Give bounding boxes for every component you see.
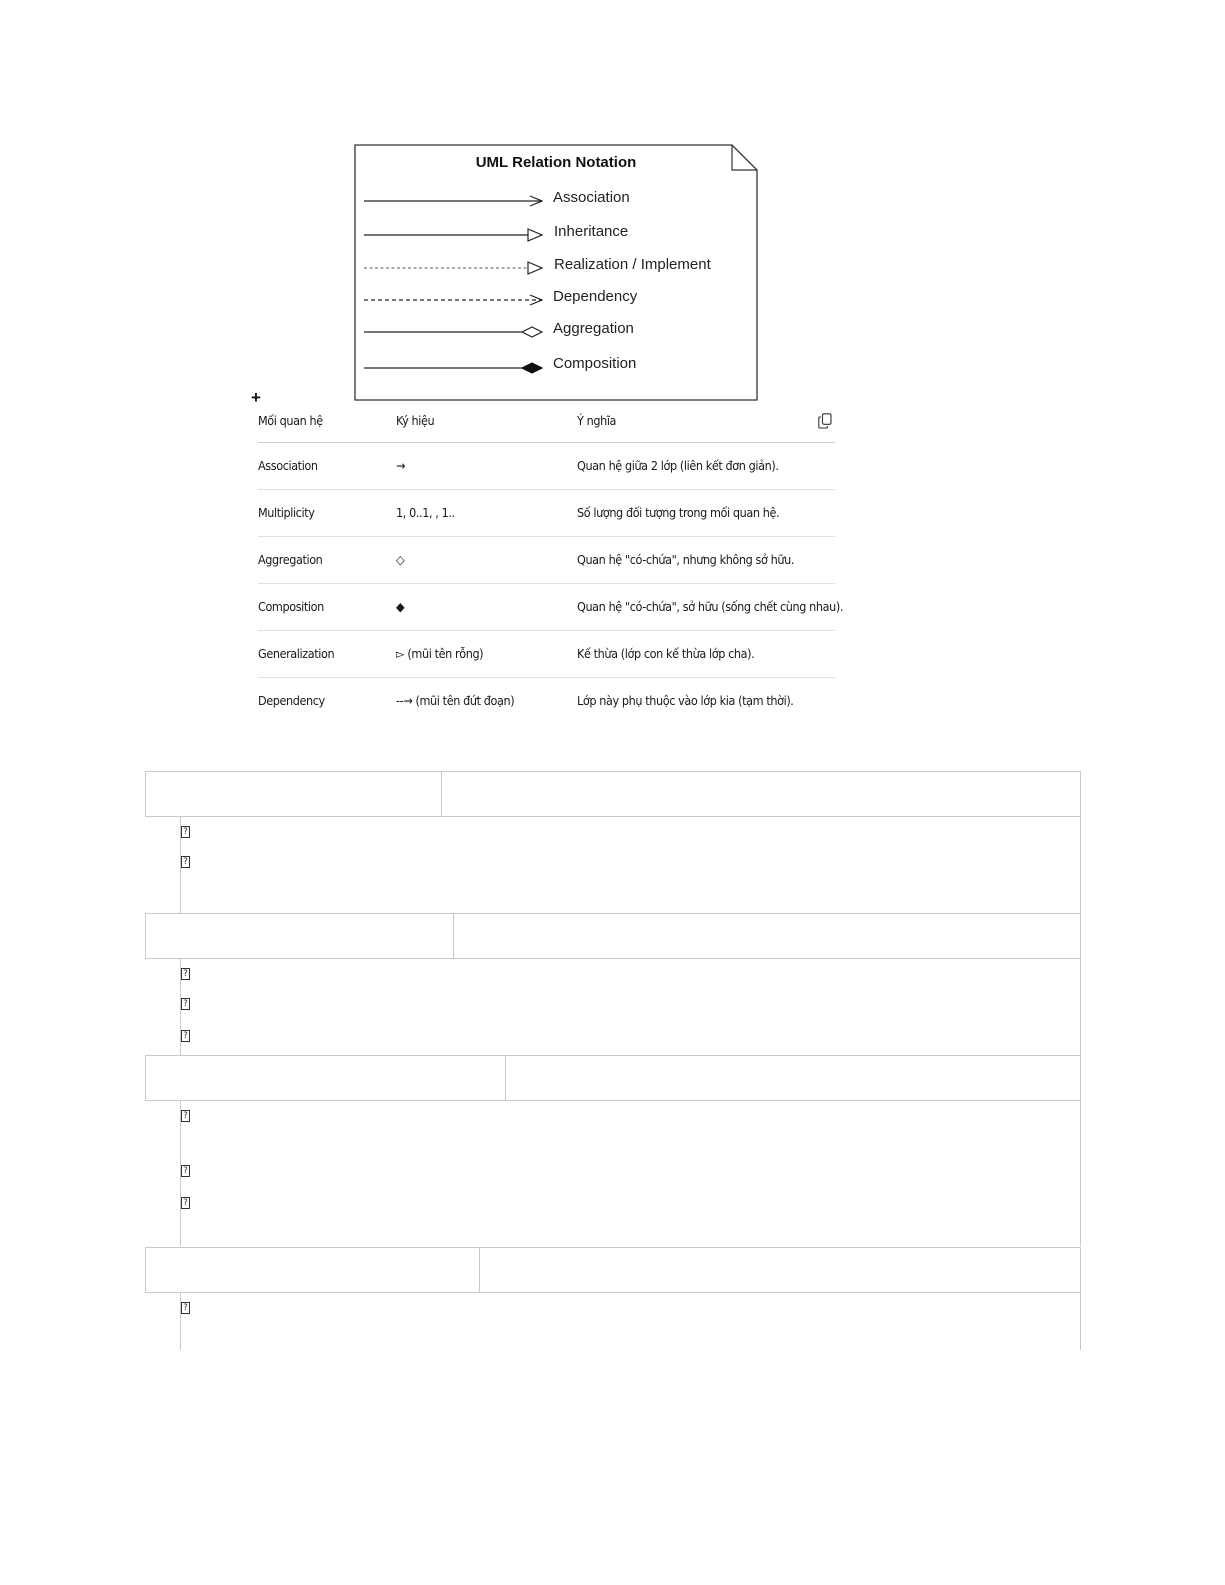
relation-label-composition: Composition: [553, 355, 637, 372]
missing-glyph-icon: ?: [181, 1302, 190, 1314]
row-relation: Generalization: [258, 646, 335, 661]
missing-glyph-icon: ?: [181, 968, 190, 980]
table-row: [258, 490, 835, 537]
block-body: [180, 817, 1081, 913]
row-meaning: Lớp này phụ thuộc vào lớp kia (tạm thời).: [577, 693, 794, 708]
header-meaning: Ý nghĩa: [577, 413, 617, 428]
block-header: [145, 771, 1081, 817]
row-meaning: Quan hệ giữa 2 lớp (liên kết đơn giản).: [577, 458, 779, 473]
plus-glyph: +: [251, 388, 261, 407]
missing-glyph-icon: ?: [181, 1110, 190, 1122]
outline-block: [145, 1055, 1081, 1246]
row-meaning: Quan hệ "có-chứa", sở hữu (sống chết cùng nhau).: [577, 599, 843, 614]
block-header: [145, 913, 1081, 959]
block-body: [180, 1101, 1081, 1246]
table-row: [258, 584, 843, 631]
block-header: [145, 1247, 1081, 1293]
outline-block: [145, 913, 1081, 1055]
row-symbol: ◇: [396, 552, 405, 567]
row-symbol: ◆: [396, 599, 405, 614]
row-symbol: →: [396, 458, 406, 473]
table-row: [258, 678, 835, 724]
outline-block: [145, 771, 1081, 913]
relation-label-realization: Realization / Implement: [554, 256, 711, 273]
relation-label-aggregation: Aggregation: [553, 320, 634, 337]
outline-block: [145, 1247, 1081, 1350]
block-body: [180, 1293, 1081, 1350]
missing-glyph-icon: ?: [181, 826, 190, 838]
row-relation: Composition: [258, 599, 324, 614]
row-relation: Dependency: [258, 693, 325, 708]
relation-label-dependency: Dependency: [553, 288, 638, 305]
row-symbol: ▻ (mũi tên rỗng): [396, 646, 484, 661]
uml-note-title: UML Relation Notation: [475, 154, 637, 171]
row-meaning: Quan hệ "có-chứa", nhưng không sở hữu.: [577, 552, 795, 567]
row-relation: Aggregation: [258, 552, 323, 567]
uml-relation-note: [354, 144, 758, 401]
row-symbol: 1, 0..1, , 1..: [396, 505, 455, 520]
row-symbol: --→ (mũi tên đứt đoạn): [396, 693, 515, 708]
header-symbol: Ký hiệu: [396, 413, 435, 428]
block-header: [145, 1055, 1081, 1101]
missing-glyph-icon: ?: [181, 1165, 190, 1177]
block-body: [180, 959, 1081, 1055]
missing-glyph-icon: ?: [181, 856, 190, 868]
missing-glyph-icon: ?: [181, 998, 190, 1010]
table-row: [258, 537, 835, 584]
table-row: [258, 631, 835, 678]
row-relation: Association: [258, 458, 318, 473]
table-row: [258, 443, 835, 490]
relation-label-association: Association: [553, 189, 630, 206]
missing-glyph-icon: ?: [181, 1197, 190, 1209]
missing-glyph-icon: ?: [181, 1030, 190, 1042]
row-meaning: Số lượng đối tượng trong mối quan hệ.: [577, 505, 780, 520]
relation-label-inheritance: Inheritance: [554, 223, 629, 240]
relations-table: [258, 406, 843, 724]
row-relation: Multiplicity: [258, 505, 315, 520]
table-header-row: [258, 406, 835, 443]
copy-icon[interactable]: [818, 413, 832, 429]
row-meaning: Kế thừa (lớp con kế thừa lớp cha).: [577, 646, 755, 661]
header-relation: Mối quan hệ: [258, 413, 323, 428]
